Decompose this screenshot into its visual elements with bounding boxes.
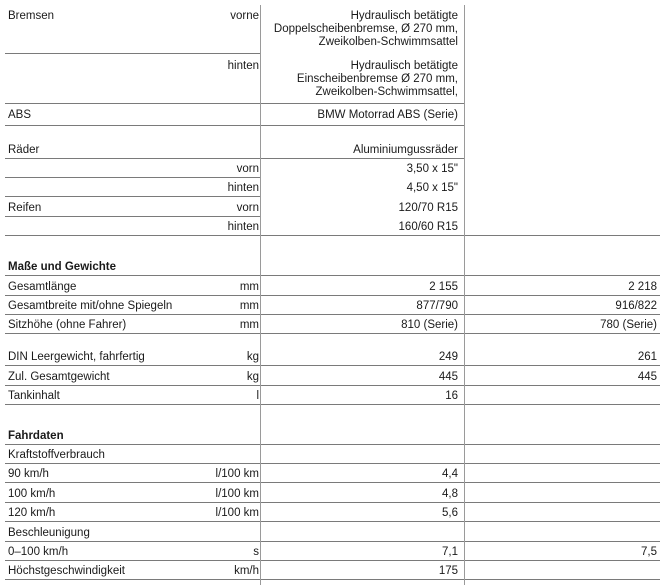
spec-value: 2 155 — [429, 281, 458, 293]
spec-value-alt: 445 — [637, 371, 657, 383]
spec-value: 4,8 — [442, 488, 458, 500]
row-divider — [5, 482, 660, 483]
spec-value: Hydraulisch betätigte — [350, 10, 458, 22]
spec-value: 249 — [438, 351, 458, 363]
spec-value: Aluminiumgussräder — [353, 144, 458, 156]
column-divider — [464, 5, 465, 585]
spec-value: 877/790 — [416, 300, 458, 312]
spec-label: Kraftstoffverbrauch — [8, 449, 105, 461]
spec-value: Zweikolben-Schwimmsattel — [318, 36, 458, 48]
spec-label: Höchstgeschwindigkeit — [8, 565, 125, 577]
spec-value: 160/60 R15 — [398, 221, 458, 233]
spec-label: Gesamtlänge — [8, 281, 77, 293]
section-heading: Fahrdaten — [8, 430, 64, 442]
spec-unit: l/100 km — [215, 468, 259, 480]
spec-label: 120 km/h — [8, 507, 56, 519]
row-divider — [5, 196, 260, 197]
spec-value: 4,50 x 15" — [406, 182, 458, 194]
row-divider — [5, 235, 660, 236]
spec-label: ABS — [8, 109, 32, 121]
spec-label: Räder — [8, 144, 40, 156]
spec-unit: vorne — [230, 10, 259, 22]
column-divider — [260, 5, 261, 585]
row-divider — [5, 385, 660, 386]
spec-unit: hinten — [227, 221, 259, 233]
spec-value-alt: 2 218 — [628, 281, 657, 293]
spec-unit: kg — [246, 351, 259, 363]
row-divider — [5, 216, 260, 217]
row-divider — [5, 295, 660, 296]
spec-value: 5,6 — [442, 507, 458, 519]
spec-value: 445 — [438, 371, 458, 383]
spec-label: Zul. Gesamtgewicht — [8, 371, 110, 383]
spec-value-alt: 916/822 — [615, 300, 657, 312]
spec-unit: km/h — [234, 565, 259, 577]
row-divider — [5, 177, 260, 178]
row-divider — [5, 158, 465, 159]
spec-label: Sitzhöhe (ohne Fahrer) — [8, 319, 127, 331]
row-divider — [5, 579, 660, 580]
spec-value: Zweikolben-Schwimmsattel, — [315, 86, 458, 98]
row-divider — [5, 444, 660, 445]
spec-unit: mm — [239, 281, 259, 293]
spec-label: Bremsen — [8, 10, 55, 22]
spec-value: 810 (Serie) — [401, 319, 458, 331]
spec-value: 3,50 x 15" — [406, 163, 458, 175]
spec-unit: hinten — [227, 182, 259, 194]
spec-value-alt: 7,5 — [641, 546, 657, 558]
row-divider — [5, 560, 660, 561]
row-divider — [5, 365, 660, 366]
row-divider — [5, 53, 260, 54]
spec-unit: hinten — [227, 60, 259, 72]
spec-value-alt: 261 — [637, 351, 657, 363]
spec-unit: mm — [239, 300, 259, 312]
spec-label: 0–100 km/h — [8, 546, 69, 558]
row-divider — [5, 521, 660, 522]
spec-unit: l/100 km — [215, 507, 259, 519]
spec-value: 175 — [438, 565, 458, 577]
spec-value-alt: 780 (Serie) — [600, 319, 657, 331]
row-divider — [5, 333, 660, 334]
spec-label: Gesamtbreite mit/ohne Spiegeln — [8, 300, 173, 312]
spec-label: 90 km/h — [8, 468, 49, 480]
spec-unit: vorn — [236, 163, 259, 175]
spec-value: Einscheibenbremse Ø 270 mm, — [296, 73, 458, 85]
spec-unit: s — [253, 546, 259, 558]
spec-value: 4,4 — [442, 468, 458, 480]
row-divider — [5, 103, 465, 104]
row-divider — [5, 502, 660, 503]
spec-value: BMW Motorrad ABS (Serie) — [317, 109, 458, 121]
spec-label: Tankinhalt — [8, 390, 60, 402]
spec-label: 100 km/h — [8, 488, 56, 500]
spec-label: Beschleunigung — [8, 527, 90, 539]
spec-label: Reifen — [8, 202, 42, 214]
row-divider — [5, 275, 660, 276]
row-divider — [5, 314, 660, 315]
spec-label: DIN Leergewicht, fahrfertig — [8, 351, 145, 363]
spec-unit: l/100 km — [215, 488, 259, 500]
spec-value: 120/70 R15 — [398, 202, 458, 214]
row-divider — [5, 541, 660, 542]
row-divider — [5, 125, 465, 126]
row-divider — [5, 404, 660, 405]
spec-unit: mm — [239, 319, 259, 331]
section-heading: Maße und Gewichte — [8, 261, 116, 273]
spec-value: Hydraulisch betätigte — [350, 60, 458, 72]
spec-unit: l — [256, 390, 259, 402]
spec-value: 16 — [445, 390, 458, 402]
spec-value: Doppelscheibenbremse, Ø 270 mm, — [273, 23, 458, 35]
row-divider — [5, 463, 660, 464]
spec-unit: vorn — [236, 202, 259, 214]
spec-value: 7,1 — [442, 546, 458, 558]
spec-unit: kg — [246, 371, 259, 383]
